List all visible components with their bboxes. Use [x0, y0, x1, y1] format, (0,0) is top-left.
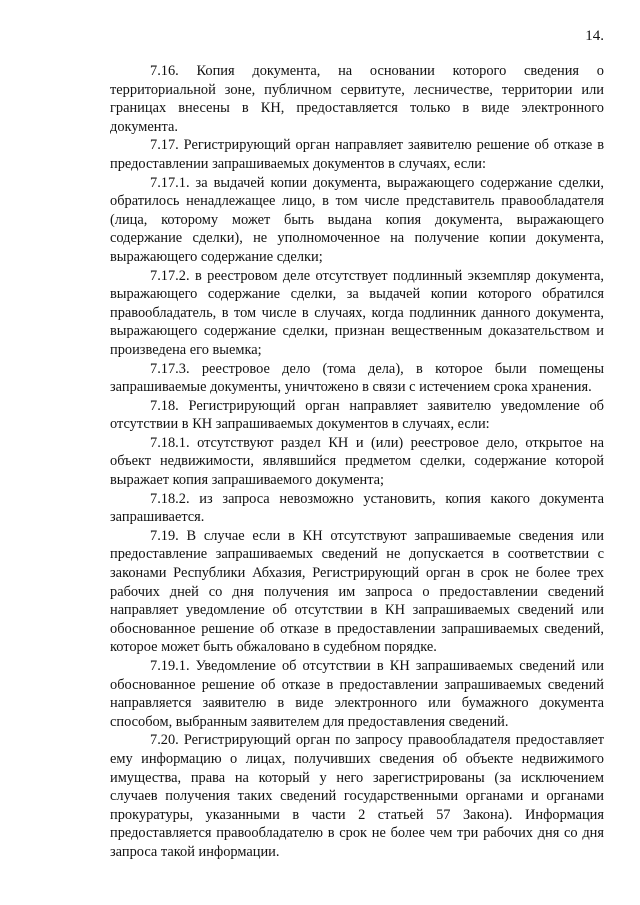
paragraph-7-19: 7.19. В случае если в КН отсутствуют запрашиваемые сведения или предоставление запрашиваемых сведений не допускается в соответствии с законами Республики Абхазия, Регистрирующий орган в срок не более трех рабочих дней со дня получения им запроса о предоставлении сведений направляет уведомление об отсутствии в КН запрашиваемых сведений или обоснованное решение об отказе в предоставлении запрашиваемых сведений, которое может быть обжаловано в судебном порядке. [110, 527, 604, 656]
page-number: 14. [585, 28, 604, 44]
paragraph-7-17-3: 7.17.3. реестровое дело (тома дела), в которое были помещены запрашиваемые документы, уничтожено в связи с истечением срока хранения. [110, 360, 604, 396]
paragraph-7-18-2: 7.18.2. из запроса невозможно установить, копия какого документа запрашивается. [110, 490, 604, 526]
paragraph-7-19-1: 7.19.1. Уведомление об отсутствии в КН запрашиваемых сведений или обоснованное решение об отказе в предоставлении запрашиваемых сведений направляется заявителю в виде электронного или бумажного документа способом, выбранным заявителем для предоставления сведений. [110, 658, 604, 730]
paragraph-7-18: 7.18. Регистрирующий орган направляет заявителю уведомление об отсутствии в КН запрашиваемых документов в случаях, если: [110, 397, 604, 433]
paragraph-7-18-1: 7.18.1. отсутствуют раздел КН и (или) реестровое дело, открытое на объект недвижимости, являвшийся предметом сделки, содержание которой выражает копия запрашиваемого документа; [110, 434, 604, 489]
paragraph-7-17: 7.17. Регистрирующий орган направляет заявителю решение об отказе в предоставлении запрашиваемых документов в случаях, если: [110, 137, 604, 172]
document-body [110, 62, 604, 862]
paragraph-7-17-1: 7.17.1. за выдачей копии документа, выражающего содержание сделки, обратилось ненадлежащее лицо, в том числе представитель правообладателя (лица, которому может быть выдана копия документа, выражающего содержание сделки), не уполномоченное на получение копии документа, выражающего содержание сделки; [110, 174, 604, 265]
paragraph-7-20: 7.20. Регистрирующий орган по запросу правообладателя предоставляет ему информацию о лицах, получивших сведения об объекте недвижимого имущества, права на который у него зарегистрированы (за исключением случаев получения таких сведений государственными органами и органами прокуратуры, указанными в части 2 статьей 57 Закона). Информация предоставляется правообладателю в срок не более чем три рабочих дня со дня запроса такой информации. [110, 732, 604, 860]
paragraph-7-16: 7.16. Копия документа, на основании которого сведения о территориальной зоне, публичном сервитуте, лесничестве, территории или границах внесены в КН, предоставляется только в виде электронного документа. [110, 63, 604, 135]
paragraph-7-17-2: 7.17.2. в реестровом деле отсутствует подлинный экземпляр документа, выражающего содержание сделки, за выдачей копии которого обратился правообладатель, в том числе в случаях, когда подлинник данного документа, выражающего содержание сделки, признан вещественным доказательством и произведена его выемка; [110, 267, 604, 358]
